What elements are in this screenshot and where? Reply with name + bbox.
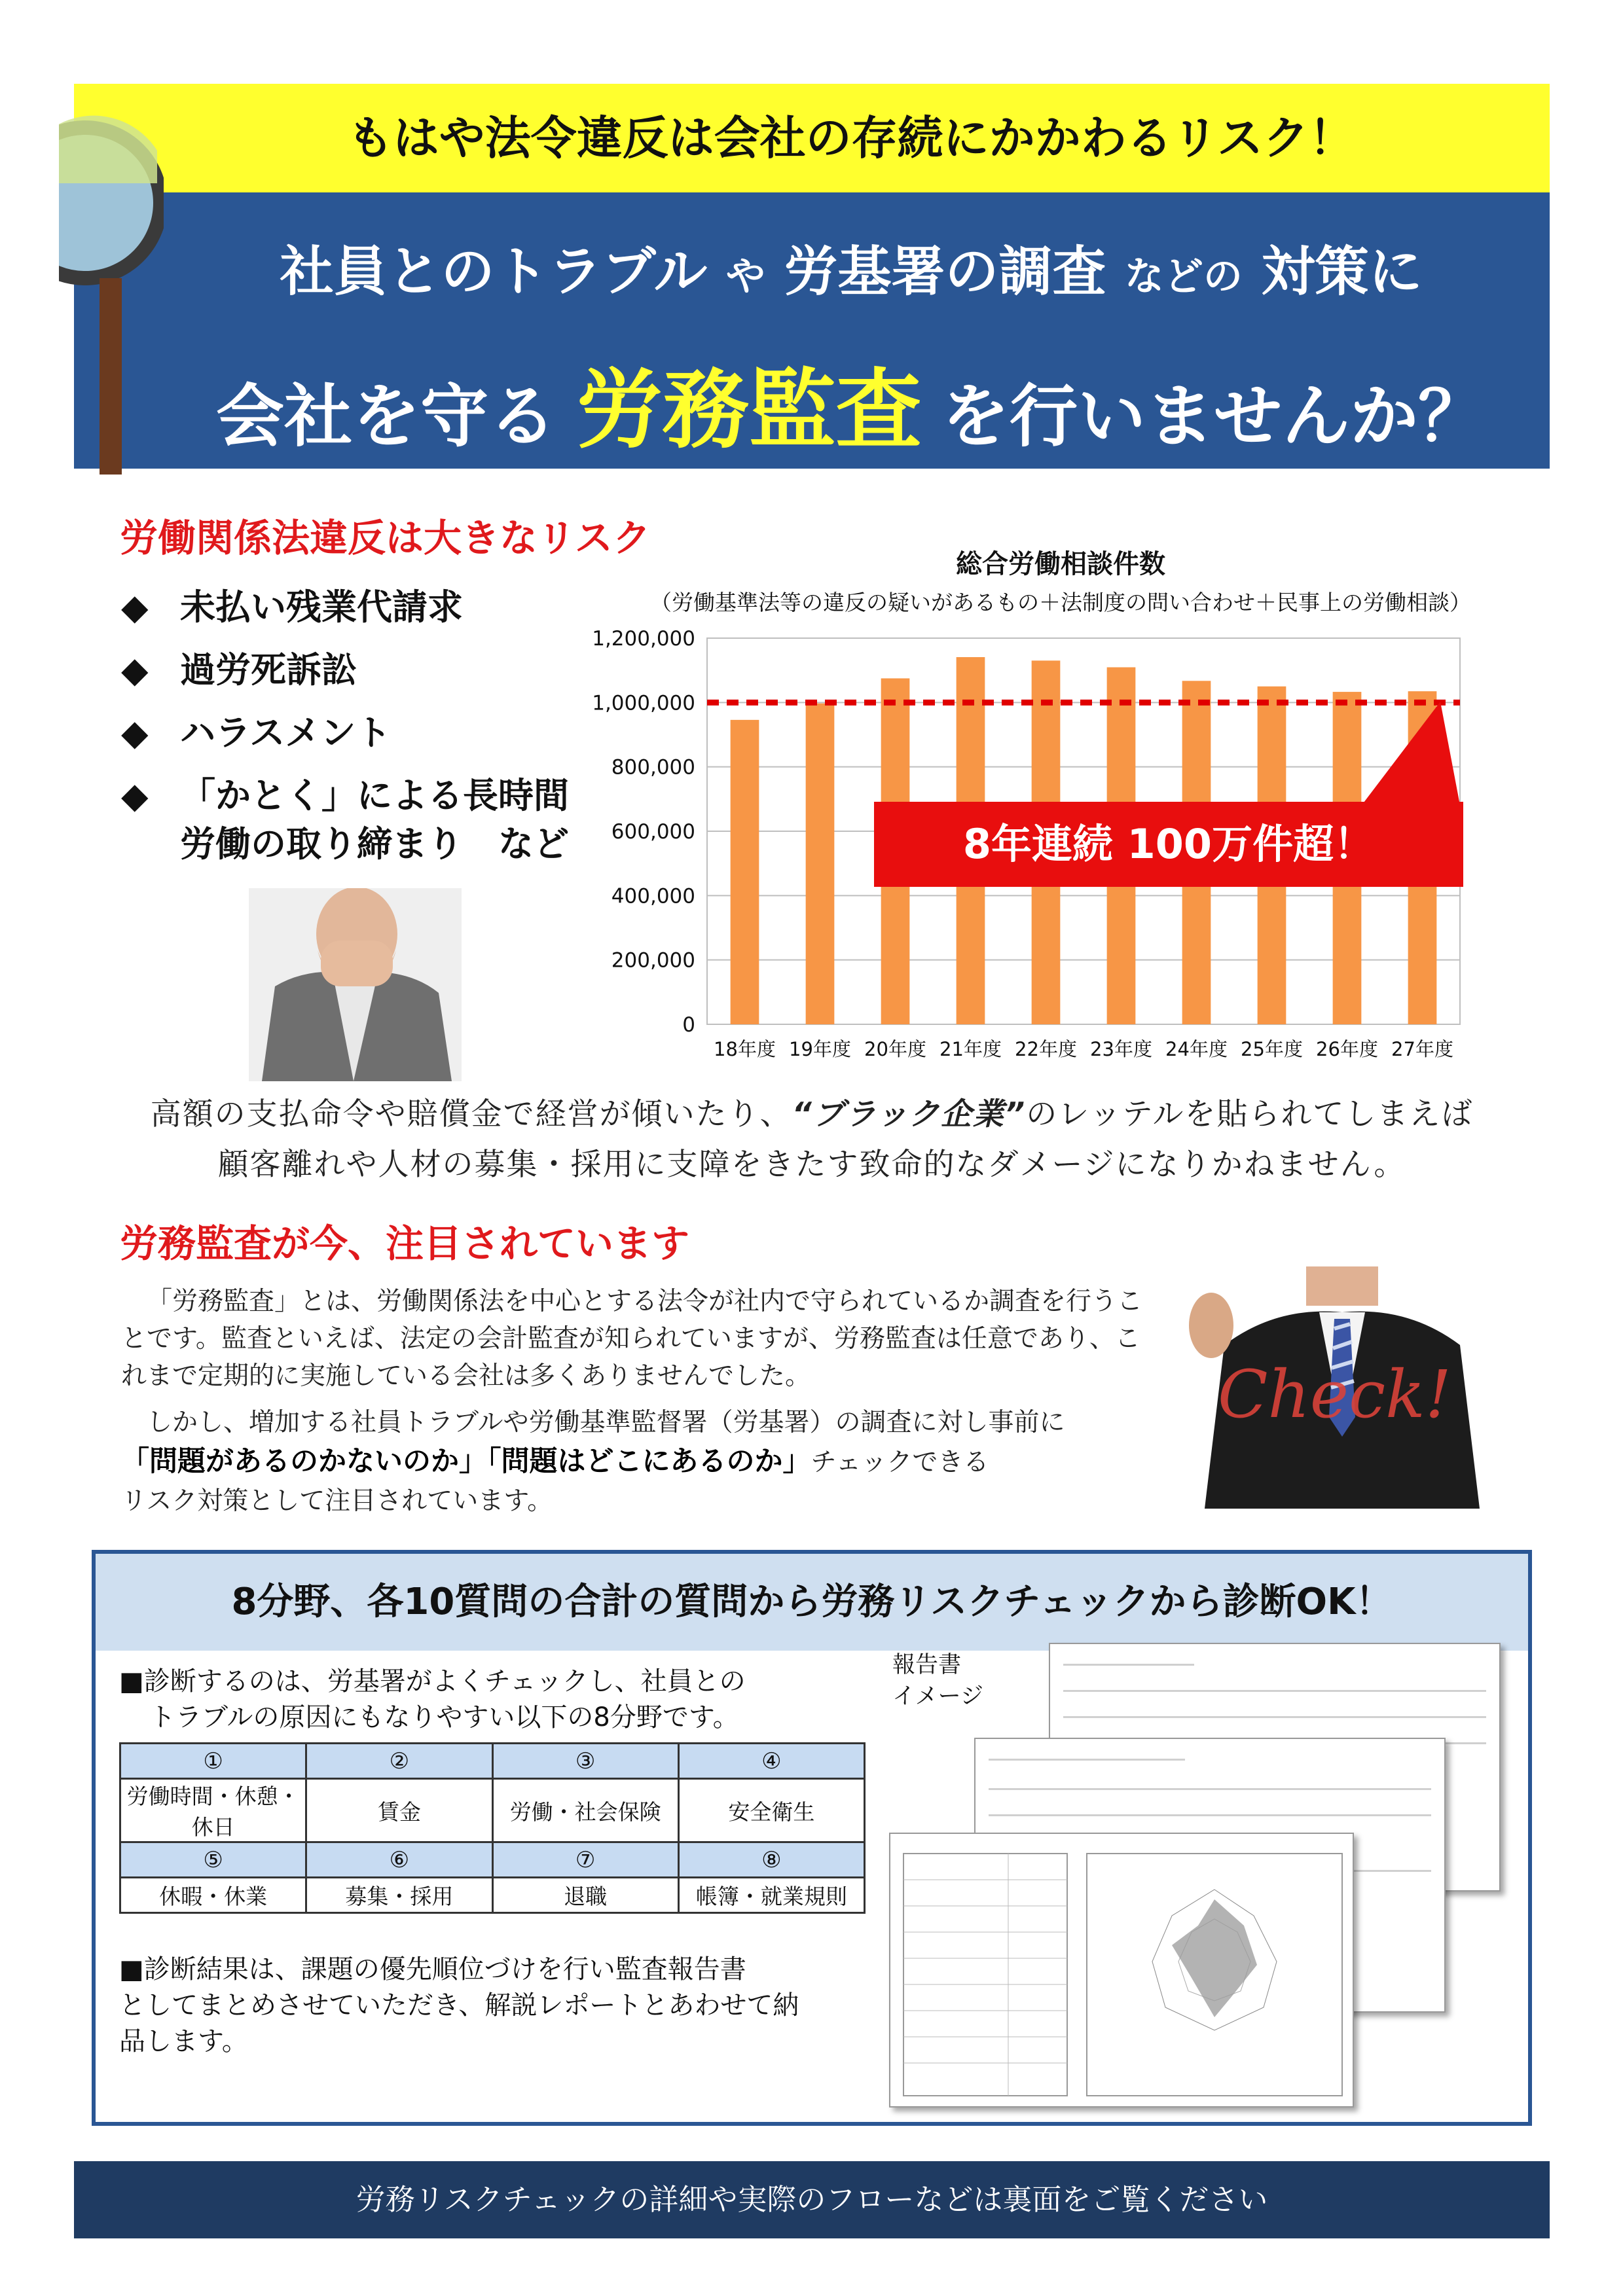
risk-item-text: 過労死訴訟: [180, 649, 357, 691]
field-number: ②: [306, 1744, 492, 1779]
chart-x-tick-label: 27年度: [1391, 1038, 1453, 1060]
report-image-label: [892, 1649, 983, 1712]
header-line2: [74, 340, 1550, 465]
footer-text: 労務リスクチェックの詳細や実際のフローなどは裏面をご覧ください: [356, 2182, 1268, 2217]
audit-trend-line2: [121, 1443, 1149, 1481]
chart-y-tick-label: 1,000,000: [592, 691, 695, 715]
header-line1-e: 対策に: [1261, 241, 1423, 303]
field-number: ③: [492, 1744, 678, 1779]
black-company-emphasis: “ブラック企業”: [792, 1096, 1027, 1132]
audit-trend-line1: しかし、増加する社員トラブルや労働基準監督署（労基署）の調査に対し事前に: [147, 1408, 1065, 1437]
diagnosis-title: 8分野、各10質問の合計の質問から労務リスクチェックから診断OK！: [231, 1581, 1393, 1623]
audit-trend-check: チェックできる: [811, 1448, 989, 1477]
chart-subtitle: （労働基準法等の違反の疑いがあるもの＋法制度の問い合わせ＋民事上の労働相談）: [650, 590, 1471, 615]
field-label: 帳簿・就業規則: [678, 1878, 864, 1913]
chart-x-tick-label: 26年度: [1316, 1038, 1378, 1060]
field-label: 退職: [492, 1878, 678, 1913]
header-line1-a: 社員とのトラブル: [280, 241, 708, 303]
chart-title: 総合労働相談件数: [956, 549, 1165, 579]
callout-pointer: [1349, 694, 1480, 812]
risk-item-text: 未払い残業代請求: [180, 586, 463, 628]
field-label: 労働・社会保険: [492, 1779, 678, 1842]
diagnosis-result-line2: としてまとめさせていただき、解説レポートとあわせて納: [119, 1990, 799, 2020]
fields-number-row: [120, 1842, 865, 1878]
bullet-diamond-icon: ◆: [121, 775, 149, 816]
chart-x-tick-label: 19年度: [789, 1038, 851, 1060]
chart-y-tick-label: 1,200,000: [592, 627, 695, 651]
question-problem-exists: 「問題があるのかないのか」: [121, 1445, 487, 1478]
fields-number-row: [120, 1744, 865, 1779]
top-banner-text: もはや法令違反は会社の存続にかかわるリスク！: [347, 111, 1355, 165]
bullet-diamond-icon: ◆: [121, 649, 149, 691]
chart-x-tick-label: 18年度: [714, 1038, 776, 1060]
header-line2-a: 会社を守る: [215, 376, 556, 456]
chart-bar: [806, 704, 835, 1024]
header-line1-b: や: [725, 254, 765, 300]
audit-description: 「労務監査」とは、労働関係法を中心とする法令が社内で守られているか調査を行うことです。監査といえば、法定の会計監査が知られていますが、労務監査は任意であり、これまで定期的に実施している会社は多くありませんでした。: [121, 1287, 1143, 1391]
header-highlight: 労務監査: [576, 360, 922, 461]
risk-item-text: ハラスメント: [180, 712, 392, 753]
fields-label-row: [120, 1779, 865, 1842]
report-page-front: [889, 1833, 1354, 2108]
bullet-diamond-icon: ◆: [121, 586, 149, 628]
report-label-line1: 報告書: [892, 1652, 962, 1678]
question-problem-where: 「問題はどこにあるのか」: [487, 1445, 811, 1478]
audit-trend-line3: リスク対策として注目されています。: [121, 1486, 553, 1516]
header-line1: [74, 229, 1550, 306]
risk-item-text: 「かとく」による長時間 労働の取り締まり など: [180, 775, 569, 865]
risk-item: [121, 702, 579, 764]
risk-item: [121, 639, 579, 702]
chart-x-tick-label: 23年度: [1090, 1038, 1152, 1060]
bullet-diamond-icon: ◆: [121, 712, 149, 753]
warning-line1-a: 高額の支払命令や賠償金で経営が傾いたり、: [150, 1096, 792, 1132]
risk-item: [121, 764, 579, 869]
field-label: 賃金: [306, 1779, 492, 1842]
section1-heading: 労働関係法違反は大きなリスク: [120, 516, 651, 560]
report-label-line2: イメージ: [892, 1683, 983, 1710]
chart-x-tick-label: 21年度: [939, 1038, 1002, 1060]
chart-y-tick-label: 600,000: [611, 820, 695, 844]
chart-bar: [731, 720, 759, 1024]
check-handwriting: Check!: [1218, 1356, 1451, 1433]
field-number: ⑧: [678, 1842, 864, 1878]
warning-line2: 顧客離れや人材の募集・採用に支障をきたす致命的なダメージになりかねません。: [217, 1147, 1406, 1183]
diagnosis-intro-line1: ■診断するのは、労基署がよくチェックし、社員との: [119, 1666, 746, 1696]
section2-heading: 労務監査が今、注目されています: [120, 1221, 690, 1266]
chart-x-tick-label: 20年度: [864, 1038, 926, 1060]
chart-y-tick-label: 800,000: [611, 755, 695, 780]
field-label: 安全衛生: [678, 1779, 864, 1842]
risk-item: [121, 576, 579, 639]
header-line1-c: 労基署の調査: [784, 241, 1106, 303]
warning-line1: [79, 1090, 1545, 1134]
field-label: 労働時間・休憩・休日: [120, 1779, 306, 1842]
diagnosis-result-line1: ■診断結果は、課題の優先順位づけを行い監査報告書: [119, 1954, 746, 1984]
worried-businessman-photo: [249, 888, 462, 1081]
chart-y-tick-label: 0: [682, 1013, 695, 1037]
warning-line1-b: のレッテルを貼られてしまえば: [1026, 1096, 1474, 1132]
chart-x-tick-label: 25年度: [1241, 1038, 1303, 1060]
chart-callout-text: 8年連続 100万件超！: [962, 820, 1375, 868]
fields-label-row: [120, 1878, 865, 1913]
field-number: ⑦: [492, 1842, 678, 1878]
chart-x-tick-label: 22年度: [1015, 1038, 1077, 1060]
field-number: ①: [120, 1744, 306, 1779]
header-line1-d: などの: [1124, 254, 1243, 300]
chart-y-tick-label: 200,000: [611, 948, 695, 973]
field-label: 募集・採用: [306, 1878, 492, 1913]
field-number: ⑤: [120, 1842, 306, 1878]
field-number: ④: [678, 1744, 864, 1779]
check-businessman-photo: [1178, 1266, 1506, 1509]
chart-y-tick-label: 400,000: [611, 884, 695, 908]
field-label: 休暇・休業: [120, 1878, 306, 1913]
field-number: ⑥: [306, 1842, 492, 1878]
diagnosis-intro-line2: トラブルの原因にもなりやすい以下の8分野です。: [149, 1702, 739, 1732]
diagnosis-result-line3: 品します。: [119, 2026, 248, 2056]
header-line2-b: を行いませんか？: [941, 376, 1487, 456]
eight-fields-table: [119, 1742, 866, 1914]
chart-x-tick-label: 24年度: [1165, 1038, 1228, 1060]
risk-list: [121, 576, 579, 869]
